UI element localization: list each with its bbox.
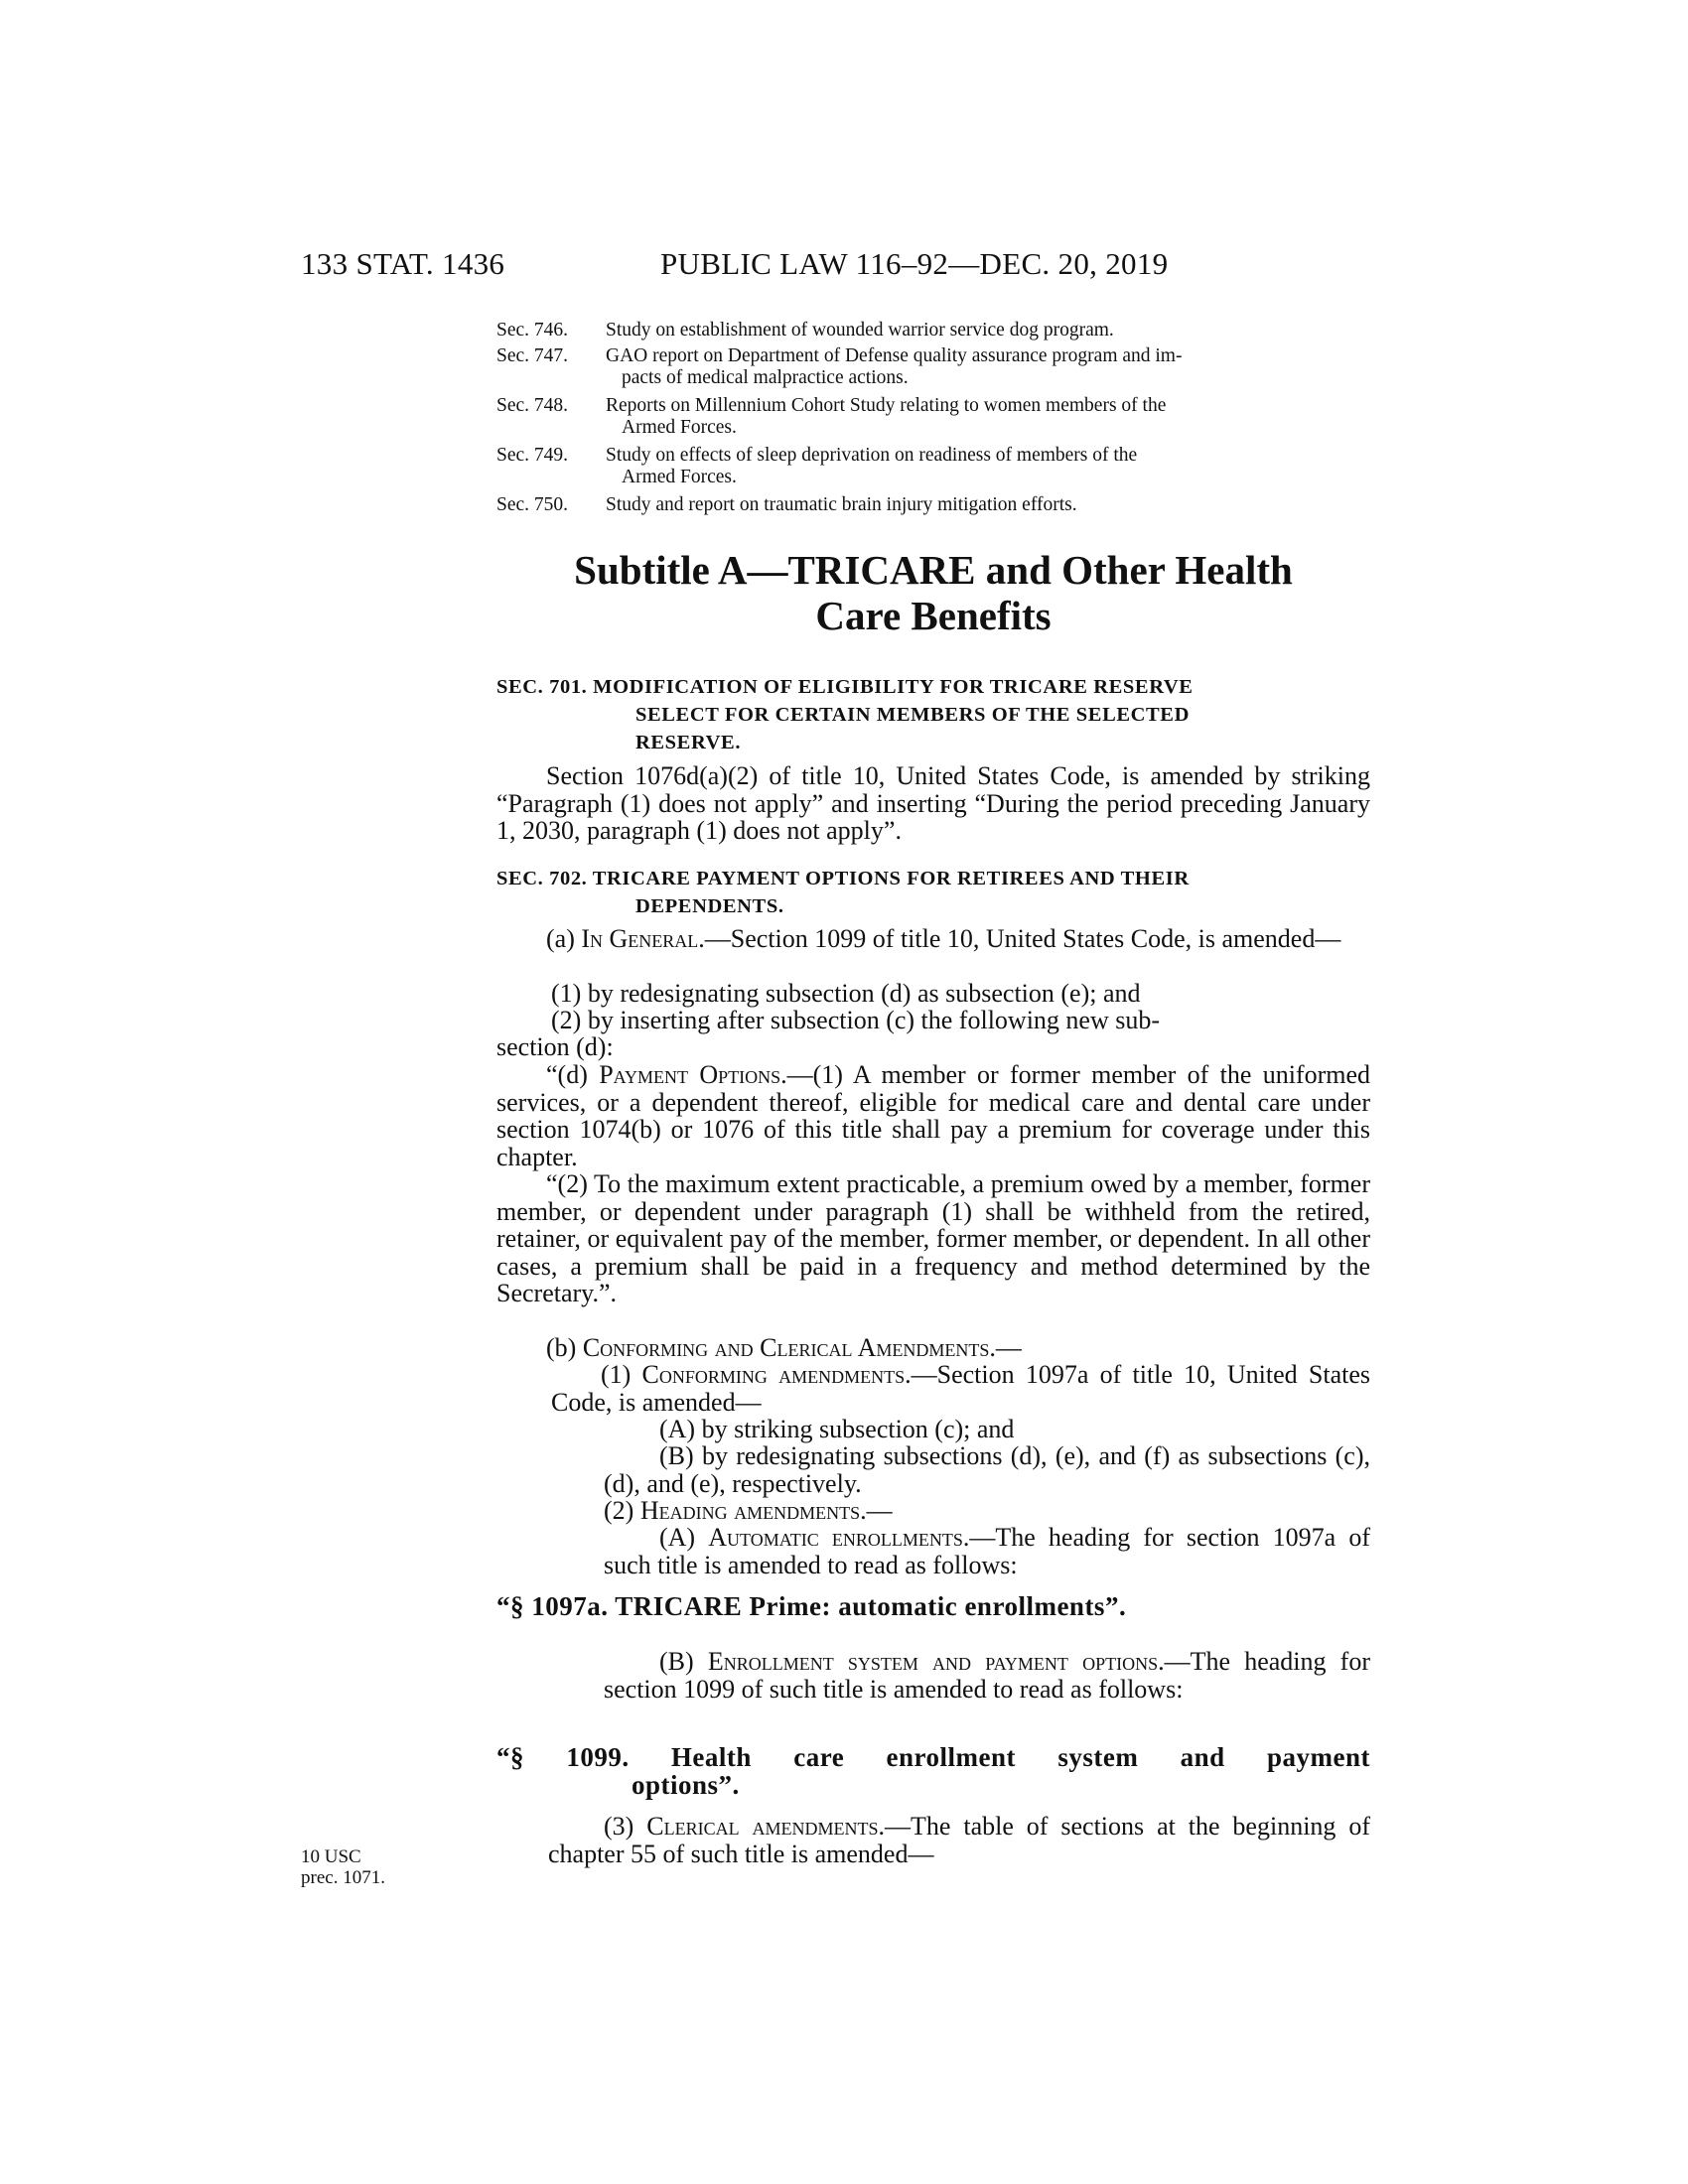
- formatted-section-heading-1099-continued: options”.: [632, 1770, 740, 1800]
- subsection-b: [546, 1334, 1370, 1362]
- section-701-body: Section 1076d(a)(2) of title 10, United States Code, is amended by striking “Paragraph (1) does not apply” and inserting “During the period preceding January 1, 2030, paragraph (1) does not apply”.: [496, 761, 1370, 845]
- paragraph-b1-text: [551, 1361, 1370, 1416]
- section-702-heading: [496, 865, 1370, 920]
- toc-item: [496, 345, 1370, 389]
- subtitle-line-2: Care Benefits: [815, 593, 1052, 638]
- toc-item: [496, 494, 1370, 516]
- label: (A): [659, 1523, 709, 1552]
- label: (a): [546, 924, 582, 953]
- paragraph-a2-continued: section (d):: [496, 1032, 614, 1061]
- subtitle-line-1: Subtitle A—TRICARE and Other Health: [574, 547, 1293, 593]
- formatted-section-heading-1097a: “§ 1097a. TRICARE Prime: automatic enrollments”.: [496, 1591, 1127, 1621]
- paragraph-a2: (2) by inserting after subsection (c) the following new sub-: [551, 1006, 1161, 1034]
- toc-number: Sec. 750.: [496, 494, 569, 515]
- section-heading-line: RESERVE.: [635, 732, 742, 753]
- label: (3): [604, 1812, 647, 1841]
- toc-text-continued: Armed Forces.: [622, 417, 737, 438]
- toc-text: Study on effects of sleep deprivation on readiness of members of the: [606, 445, 1138, 466]
- toc-text: Study and report on traumatic brain injury mitigation efforts.: [606, 494, 1077, 515]
- toc-text-continued: Armed Forces.: [622, 467, 737, 487]
- toc-text: Study on establishment of wounded warrior service dog program.: [606, 320, 1114, 341]
- subparagraph-b1B: (B) by redesignating subsections (d), (e), and (f) as subsections (c), (d), and (e), respectively.: [604, 1441, 1370, 1498]
- text: .—The heading for section 1097a of such title is amended to read as follows:: [604, 1523, 1371, 1579]
- toc-number: Sec. 747.: [496, 345, 569, 366]
- margin-note: [301, 1846, 400, 1888]
- label: (B): [659, 1647, 708, 1676]
- text: .—The table of sections at the beginning of chapter 55 of such title is amended—: [548, 1812, 1371, 1868]
- subparagraph-b1A: (A) by striking subsection (c); and: [659, 1415, 1015, 1443]
- label: (2): [604, 1496, 640, 1525]
- margin-note-line: 10 USC: [301, 1846, 361, 1867]
- margin-note-line: prec. 1071.: [301, 1867, 385, 1888]
- toc-item: [496, 320, 1370, 341]
- text: .—Section 1097a of title 10, United States Code, is amended—: [551, 1360, 1370, 1417]
- subparagraph-b2B: [604, 1648, 1370, 1703]
- paragraph-heading: Heading amendments: [639, 1496, 861, 1525]
- quoted-subsection-d: [496, 1061, 1370, 1170]
- paragraph-heading: Conforming amendments: [641, 1360, 906, 1389]
- subparagraph-heading: Automatic enrollments: [708, 1523, 963, 1552]
- section-heading-line: SELECT FOR CERTAIN MEMBERS OF THE SELECTED: [635, 704, 1190, 726]
- toc-number: Sec. 746.: [496, 320, 569, 341]
- subsection-heading: Payment Options: [599, 1060, 781, 1089]
- running-header: PUBLIC LAW 116–92—DEC. 20, 2019: [660, 246, 1169, 281]
- text: .—Section 1099 of title 10, United States Code, is amended—: [698, 924, 1341, 953]
- text: .—: [860, 1496, 893, 1525]
- paragraph-a1: (1) by redesignating subsection (d) as subsection (e); and: [551, 979, 1141, 1008]
- paragraph-b2: [604, 1497, 1370, 1525]
- subparagraph-b2A: [604, 1524, 1370, 1578]
- text: .—(1) A member or former member of the uniformed services, or a dependent thereof, eligible for medical care and dental care under section 1074(b) or 1076 of this title shall pay a premium for coverage under this chapter.: [496, 1060, 1371, 1171]
- label: (b): [546, 1333, 583, 1362]
- text: .—: [989, 1333, 1022, 1362]
- formatted-section-heading-1099: “§ 1099. Health care enrollment system and payment: [496, 1742, 1370, 1772]
- toc-number: Sec. 748.: [496, 395, 569, 416]
- toc-number: Sec. 749.: [496, 445, 569, 466]
- section-701-heading: [496, 673, 1370, 756]
- subtitle-heading: [496, 547, 1370, 638]
- section-heading-line: SEC. 702. TRICARE PAYMENT OPTIONS FOR RETIREES AND THEIR: [496, 868, 1190, 889]
- paragraph-heading: Clerical amendments: [646, 1812, 879, 1841]
- toc-item: [496, 445, 1370, 488]
- toc-text: GAO report on Department of Defense quality assurance program and im-: [606, 345, 1183, 366]
- text: .—The heading for section 1099 of such title is amended to read as follows:: [604, 1647, 1370, 1704]
- toc-text: Reports on Millennium Cohort Study relating to women members of the: [606, 395, 1167, 416]
- label: (1): [601, 1360, 642, 1389]
- page-stat-number: 133 STAT. 1436: [301, 246, 505, 281]
- section-heading-line: SEC. 701. MODIFICATION OF ELIGIBILITY FOR TRICARE RESERVE: [496, 676, 1194, 698]
- toc-text-continued: pacts of medical malpractice actions.: [622, 367, 909, 388]
- subparagraph-heading: Enrollment system and payment options: [707, 1647, 1159, 1676]
- label: “(d): [546, 1060, 600, 1089]
- section-heading-line: DEPENDENTS.: [635, 895, 784, 917]
- quoted-paragraph-d2: “(2) To the maximum extent practicable, a premium owed by a member, former member, or dependent under paragraph (1) shall be withheld from the retired, retainer, or equivalent pay of the member, former member, or dependent. In all other cases, a premium shall be paid in a frequency and method determined by the Secretary.”.: [496, 1169, 1370, 1307]
- subsection-heading: In General: [581, 924, 699, 953]
- paragraph-b3: [548, 1813, 1370, 1867]
- subsection-a: [496, 925, 1370, 953]
- subsection-heading: Conforming and Clerical Amendments: [582, 1333, 990, 1362]
- toc-item: [496, 395, 1370, 439]
